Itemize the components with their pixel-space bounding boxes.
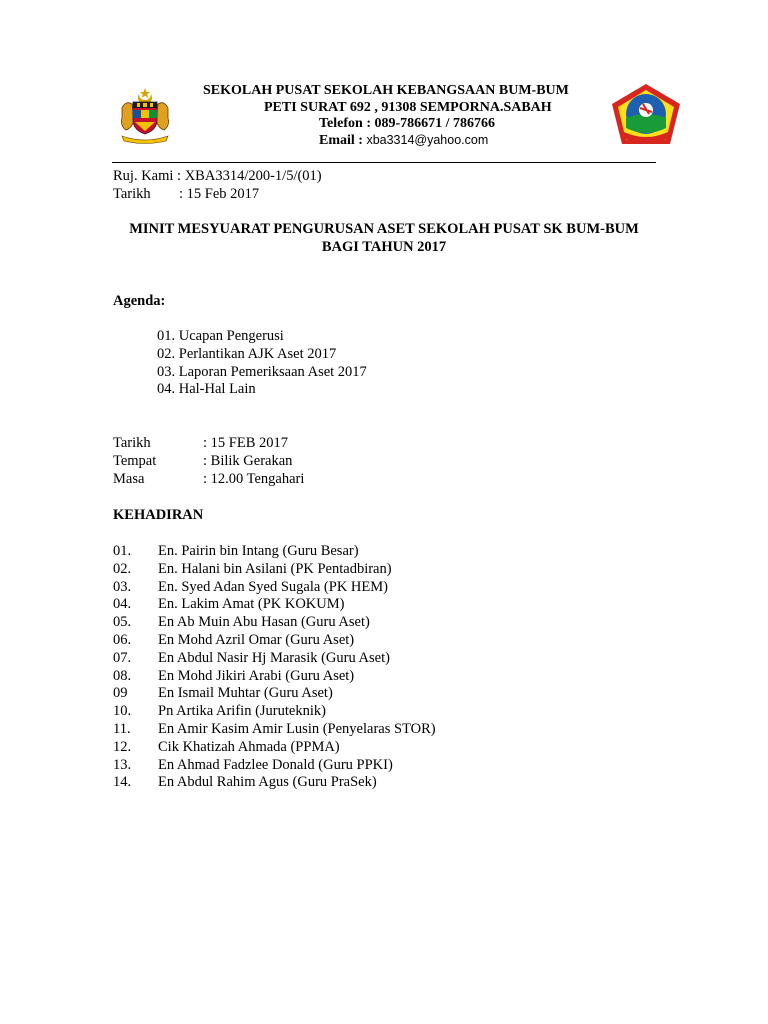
- agenda-item: 02. Perlantikan AJK Aset 2017: [157, 345, 337, 362]
- attendee-name: En Ab Muin Abu Hasan (Guru Aset): [158, 614, 370, 631]
- letter-date: [113, 186, 259, 204]
- reference-number: [113, 168, 322, 186]
- attendee-row: [113, 668, 436, 686]
- reference-label: Ruj. Kami: [113, 168, 174, 184]
- detail-value: : 15 FEB 2017: [203, 435, 288, 451]
- detail-time: [113, 471, 304, 489]
- agenda-item: 01. Ucapan Pengerusi: [157, 328, 284, 344]
- attendee-row: [113, 757, 436, 775]
- attendance-list: [113, 543, 436, 792]
- attendee-name: Cik Khatizah Ahmada (PPMA): [158, 738, 340, 755]
- detail-value: : Bilik Gerakan: [203, 452, 293, 469]
- attendee-number: 01.: [113, 543, 132, 559]
- date-value: : 15 Feb 2017: [179, 186, 260, 202]
- email-label: Email :: [319, 133, 363, 148]
- attendee-row: [113, 685, 436, 703]
- attendee-row: [113, 721, 436, 739]
- attendee-name: En Mohd Azril Omar (Guru Aset): [158, 631, 355, 648]
- attendee-row: [113, 579, 436, 597]
- document-title: [100, 221, 668, 257]
- agenda-heading: Agenda:: [113, 293, 166, 309]
- detail-label: Tempat: [113, 452, 157, 469]
- attendance-heading: KEHADIRAN: [113, 507, 204, 523]
- agenda-item: 03. Laporan Pemeriksaan Aset 2017: [157, 363, 367, 380]
- attendee-number: 03.: [113, 578, 132, 595]
- attendee-name: En Abdul Nasir Hj Marasik (Guru Aset): [158, 649, 390, 666]
- attendee-number: 14.: [113, 774, 132, 791]
- school-crest-icon: [610, 82, 682, 148]
- email-value: xba3314@yahoo.com: [366, 133, 489, 147]
- attendee-name: En Mohd Jikiri Arabi (Guru Aset): [158, 667, 355, 684]
- attendee-row: [113, 632, 436, 650]
- attendee-number: 05.: [113, 614, 132, 631]
- attendee-row: [113, 596, 436, 614]
- attendee-row: [113, 774, 436, 792]
- attendee-name: En Abdul Rahim Agus (Guru PraSek): [158, 774, 377, 791]
- attendee-number: 13.: [113, 756, 132, 773]
- coat-of-arms-icon: [118, 86, 172, 144]
- attendee-number: 12.: [113, 738, 132, 755]
- date-label: Tarikh: [113, 186, 151, 202]
- school-address: PETI SURAT 692 , 91308 SEMPORNA.SABAH: [264, 100, 552, 115]
- attendee-row: [113, 614, 436, 632]
- attendee-name: En Ismail Muhtar (Guru Aset): [158, 685, 333, 702]
- attendee-number: 10.: [113, 703, 132, 720]
- attendee-name: En. Halani bin Asilani (PK Pentadbiran): [158, 560, 392, 577]
- meeting-details: [113, 435, 304, 488]
- detail-date: [113, 435, 304, 453]
- attendee-row: [113, 543, 436, 561]
- attendee-number: 06.: [113, 631, 132, 648]
- attendee-name: Pn Artika Arifin (Juruteknik): [158, 703, 326, 720]
- detail-label: Masa: [113, 470, 145, 487]
- header-divider: [112, 162, 656, 163]
- attendee-number: 07.: [113, 649, 132, 666]
- school-name: SEKOLAH PUSAT SEKOLAH KEBANGSAAN BUM-BUM: [203, 83, 569, 98]
- attendee-name: En. Lakim Amat (PK KOKUM): [158, 596, 345, 613]
- attendee-row: [113, 703, 436, 721]
- title-line-1: MINIT MESYUARAT PENGURUSAN ASET SEKOLAH PUSAT SK BUM-BUM: [129, 221, 639, 237]
- attendee-name: En. Syed Adan Syed Sugala (PK HEM): [158, 578, 388, 595]
- attendee-number: 09: [113, 685, 128, 702]
- attendee-name: En Amir Kasim Amir Lusin (Penyelaras STOR): [158, 720, 436, 737]
- attendee-row: [113, 739, 436, 757]
- attendee-row: [113, 650, 436, 668]
- attendee-number: 04.: [113, 596, 132, 613]
- attendee-name: En Ahmad Fadzlee Donald (Guru PPKI): [158, 756, 393, 773]
- attendee-number: 11.: [113, 720, 131, 737]
- school-email: [319, 132, 488, 150]
- agenda-item: 04. Hal-Hal Lain: [157, 381, 256, 398]
- attendee-number: 02.: [113, 560, 132, 577]
- attendee-row: [113, 561, 436, 579]
- detail-label: Tarikh: [113, 435, 151, 451]
- detail-place: [113, 453, 304, 471]
- attendee-name: En. Pairin bin Intang (Guru Besar): [158, 543, 359, 559]
- detail-value: : 12.00 Tengahari: [203, 470, 305, 487]
- attendee-number: 08.: [113, 667, 132, 684]
- reference-value: : XBA3314/200-1/5/(01): [177, 168, 322, 184]
- title-line-2: BAGI TAHUN 2017: [321, 238, 447, 255]
- school-telephone: Telefon : 089-786671 / 786766: [319, 116, 496, 131]
- agenda-list: [157, 328, 367, 399]
